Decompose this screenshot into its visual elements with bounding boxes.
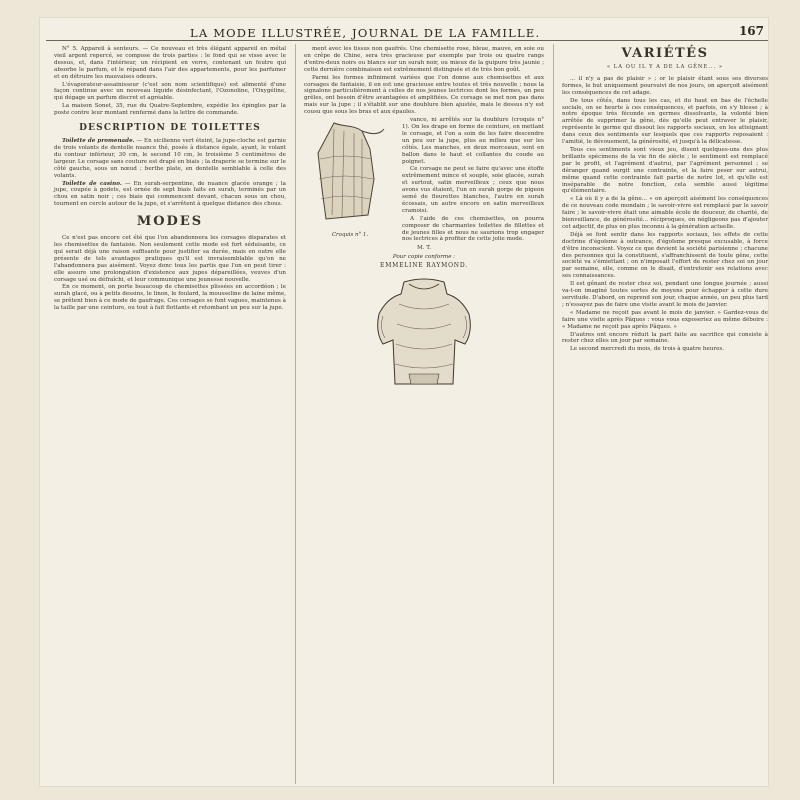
article-paragraph: ... il n'y a pas de plaisir » ; or le plaisir étant sous ses diverses formes, le but uniquement poursuivi de nos jours, on aperçoit aisément les conséquences de cet adage. [562,75,768,96]
article-paragraph: Parmi les formes infiniment variées que l'on donne aux chemisettes et aux corsages de fantaisie, il en est une gracieuse entre toutes et très nouvelle ; nous la signalons particulièrement à celles de nos jeunes lectrices dont les formes, un peu grêles, ont besoin d'être avantagées et amplifiées. Ce corsage se met non pas dans mais sur la jupe ; il s'établit sur une doublure bien ajustée, mais le dessus n'y est cousu que sous les bras et aux épaules. [304,74,544,116]
copy-line: Pour copie conforme : [392,254,456,261]
article-paragraph: « Là où il y a de la gêne... » on aperçoit aisément les conséquences de ce nouveau code mondain ; le savoir-vivre est remplacé par le savoir faire ; le savoir-vivre était une aimable école de douceur, de charité, de bienveillance, de générosité... réciproques, on négligeons pas d'ajouter cet adjectif, de plus en plus inconnu à la génération actuelle. [562,196,768,230]
newspaper-page [40,18,768,786]
header-rule [46,40,768,41]
column-divider [295,44,296,784]
page-header [40,20,768,40]
article-paragraph: L'évaporateur-assainisseur (c'est son nom scientifique) est alimenté d'une façon continue avec un nouveau liquide désinfectant, l'Ozonoline, l'Oxygéline, qui dégage un parfum discret et agréable. [54,81,286,102]
figure-croquis-1 [304,119,396,239]
column-middle [304,46,544,394]
journal-title: LA MODE ILLUSTRÉE, JOURNAL DE LA FAMILLE. [190,26,541,40]
article-paragraph: ment avec les tissus non gaufrés. Une chemisette rose, bleue, mauve, en soie ou en crêpe de Chine, sera très gracieuse par exemple par trois ou quatre rangs d'entre-deux noirs ou blancs sur un surah noir, ou mieux de la guipure très jaunie ; cette dernière combinaison est extrêmement distinguée et de très bon goût. [304,46,544,73]
article-paragraph: A l'aide de ces chemisettes, on pourra composer de charmantes toilettes de fillettes et de jeunes filles et nous ne saurions trop engager nos lectrices à profiter de cette jolie mode. [402,215,544,243]
toilette-casino-paragraph [54,181,286,209]
paragraph-lead: Toilette de promenade. [62,138,135,145]
section-heading-modes: MODES [136,214,204,230]
article-paragraph: vance, ni arrêtés sur la doublure (croquis n° 1). On les drape en forme de ceinture, en mettant le corsage, et l'on a soin de les faire descendre un peu sur la jupe, plus au milieu que sur les côtés. Les manches, en deux morceaux, sont en ballon dans le haut et collantes du coude au poignet. [402,117,544,165]
article-paragraph: En ce moment, on porte beaucoup de chemisettes plissées en accordéon ; le surah glacé, ou à petits dessins, le linon, le foulard, la mousseline de laine même, se prêtent bien à ce mode de gaufrage. Ces corsages se font vagues, maintenus à la taille par une ceinture, ou tout à fait flottants et retombant un peu sur la jupe. [54,284,286,312]
article-paragraph: « Madame ne reçoit pas avant le mois de janvier. » Gardez-vous de faire une visite après Pâques : vous vous exposeriez au même déboire : « Madame ne reçoit pas après Pâques. » [562,309,768,330]
article-paragraph: Déjà se font sentir dans les rapports sociaux, les effets de cette doctrine d'égoïsme à outrance, d'égoïsme presque excusable, à force d'être inconscient. Voyez ce que devient la société parisienne ; chacune des personnes qui la constituent, s'affranchissent de toute gêne, cette société va s'émiettant ; on n'imposait l'effort de rester chez soi un jour par semaine, elle, comme on le disait, d'entretenir ses relations avec ses connaissances. [562,231,768,280]
article-paragraph: De tous côtés, dans tous les cas, et du haut en bas de l'échelle sociale, on se heurte à ces conséquences, et parfois, on s'y blesse ; à notre époque très féconde en germes dissolvants, la volonté bien arrêtée de supprimer la gêne, dès qu'elle peut entraver le plaisir, représente le germe qui dissout les rapports sociaux, en les atteignant dans ceux des sentiments sur lesquels que ces rapports reposaient : l'amitié, le dévouement, la générosité, et jusqu'à la délicatesse. [562,97,768,146]
author-name: EMMELINE RAYMOND. [380,262,468,270]
article-paragraph: D'autres ont encore réduit la part faite au sacrifice qui consiste à rester chez elles un jour par semaine. [562,331,768,345]
article-paragraph: Il est gênant de rester chez soi, pendant une longue journée ; aussi va-t-on imaginé toutes sortes de moyens pour échapper à cette dure servitude. D'abord, on reprend son jour, chaque année, un peu plus tard ; n'essayez pas de faire une visite avant le mois de janvier. [562,281,768,308]
article-paragraph: Ce corsage ne peut se faire qu'avec une étoffe extrêmement mince et souple, soie glacée, surah et surtout, satin merveilleux ; ceux que nous avons vus étaient, l'un en surah gorge de pigeon semé de fleurettes blanches, l'autre en surah écossais, un autre encore en satin merveilleux cramoisi. [402,166,544,214]
paragraph-lead: Toilette de casino. [62,180,122,187]
paragraph-text: — En sicilienne vert éteint, la jupe-cloche est garnie de trois volants de dentelle nuance thé, posés à distance égale, ayant, le volant du contour inférieur, 30 cm, le second 10 cm, le troisième 5 centimètres de largeur. Le corsage sans couture est drapé en biais ; la draperie se termine sur le côté gauche, sous un nœud ; berthe plate, en dentelle semblable à celle des volants. [54,138,287,179]
paragraph-text: — En surah-serpentine, de nuance glacée orange ; la jupe, coupée à godets, est ornée de sept biais faits en surah, terminés par un chou en satin noir ; ces biais qui commencent devant, chacun sous un chou, tournent en cercle autour de la jupe, et s'arrêtent à quelque distance des chous. [54,180,287,208]
article-paragraph: La maison Sonet, 35, rue du Quatre-Septembre, expédie les épingles par la poste contre leur montant renfermé dans la lettre de commande. [54,103,286,117]
column-right [562,46,768,354]
toilette-promenade-paragraph [54,138,286,179]
column-left [54,46,286,313]
bodice-illustration [369,274,479,394]
pattern-sketch-illustration [304,119,396,229]
section-heading-toilettes: DESCRIPTION DE TOILETTES [79,123,261,134]
article-paragraph: Le second mercredi du mois, de trois à quatre heures. [570,346,725,353]
figure-caption: Croquis n° 1. [331,231,369,238]
article-paragraph: Tous ces sentiments sont vieux jeu, disent quelques-uns des plus brillants spécimens de la vie fin de siècle ; le sentiment est remplacé par le profit, et l'agrément d'autrui, par l'agrément personnel ; se déranger quand surgit une contrainte, et la faire peser sur autrui, même quand cette contrainte fait partie de notre lot, et qu'elle est inséparable de notre fonction, cela semble aussi légitime qu'élémentaire. [562,146,768,195]
column-divider [553,44,554,784]
page-number: 167 [738,24,764,38]
article-paragraph: Ce n'est pas encore cet été que l'on abandonnera les corsages disparates et les chemisettes de fantaisie. Non seulement cette mode est fort séduisante, ce qui serait déjà une raison suffisante pour justifier sa durée, mais en outre elle présente de tels avantages pratiques qu'il est invraisemblable qu'on ne l'abandonnera pas aisément. Voyez donc tous les partis que l'on en peut tirer : elle assure une prolongation d'existence aux jupes dépareillées, veuves d'un corsage usé ou défraîchi, et leur communique une jeunesse nouvelle. [54,235,286,283]
varietes-subtitle: « LA OU IL Y A DE LA GÊNE... » [606,64,723,70]
section-heading-varietes: VARIÉTÉS [621,46,709,61]
article-paragraph: N° 5. Appareil à senteurs. — Ce nouveau et très élégant appareil en métal vieil argent repercé, se compose de trois parties : le fond qui se visse avec le dessus, et, dans l'intérieur, un récipient en verre, contenant un feutre qui absorbe le parfum, et le répand dans l'air des appartements, pour les parfumer et en détruire les mauvaises odeurs. [54,46,286,80]
author-initials: M. T. [417,245,431,252]
